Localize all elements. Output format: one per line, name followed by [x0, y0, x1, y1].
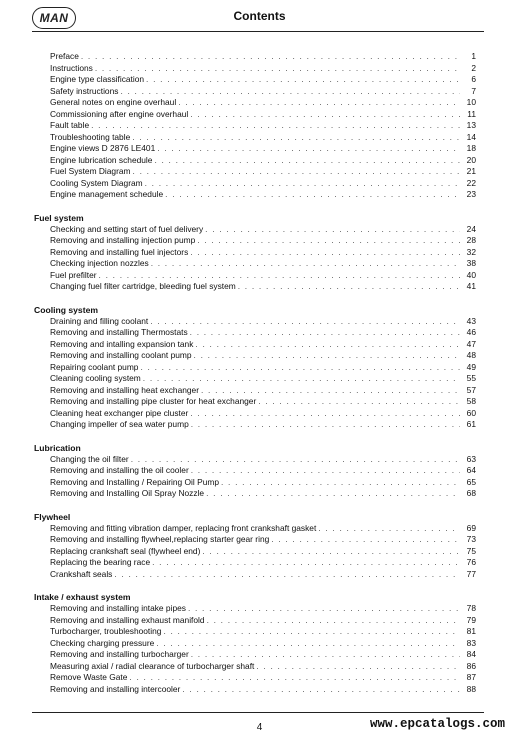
toc-entry-label: Troubleshooting table	[50, 131, 131, 142]
toc-entry-page: 81	[466, 626, 476, 636]
toc-entry[interactable]	[34, 615, 476, 627]
dot-leader	[163, 626, 460, 638]
toc-entry-label: Safety instructions	[50, 85, 119, 96]
toc-entry-page: 77	[466, 568, 476, 579]
toc-entry[interactable]	[34, 120, 476, 132]
toc-entry-page: 75	[466, 545, 476, 556]
toc-entry-label: Engine type classification	[50, 74, 145, 84]
toc-entry-label: Cleaning cooling system	[50, 373, 141, 383]
toc-entry-page: 48	[466, 350, 476, 360]
toc-entry[interactable]	[34, 408, 476, 420]
toc-entry-label: Fault table	[50, 120, 90, 130]
toc-entry[interactable]	[34, 557, 476, 569]
toc-entry[interactable]	[34, 258, 476, 270]
dot-leader	[143, 373, 460, 385]
dot-leader	[318, 523, 460, 535]
toc-entry-page: 73	[466, 534, 476, 544]
dot-leader	[197, 235, 460, 247]
toc-entry-page: 14	[466, 131, 476, 142]
dot-leader	[95, 63, 460, 75]
toc-entry[interactable]	[34, 178, 476, 190]
toc-entry[interactable]	[34, 385, 476, 397]
toc-entry-page: 20	[466, 154, 476, 165]
toc-entry-page: 68	[466, 488, 476, 498]
toc-section	[34, 512, 476, 581]
toc-entry-label: Removing and installing coolant pump	[50, 350, 192, 360]
section-title: Flywheel	[34, 511, 71, 522]
toc-entry[interactable]	[34, 684, 476, 696]
dot-leader	[201, 385, 460, 397]
toc-entry-label: Removing and intalling expansion tank	[50, 338, 194, 349]
toc-entry-label: Engine views D 2876 LE401	[50, 143, 156, 153]
toc-entry-label: Cleaning heat exchanger pipe cluster	[50, 407, 189, 418]
page-title: Contents	[233, 9, 286, 23]
toc-entry-page: 18	[466, 143, 476, 153]
toc-entry-page: 32	[466, 246, 476, 257]
toc-entry[interactable]	[34, 649, 476, 661]
toc-entry-page: 41	[466, 281, 476, 291]
dot-leader	[151, 258, 460, 270]
toc-entry[interactable]	[34, 419, 476, 431]
toc-entry-label: General notes on engine overhaul	[50, 97, 177, 107]
dot-leader	[81, 51, 460, 63]
dot-leader	[131, 454, 460, 466]
toc-entry[interactable]	[34, 224, 476, 236]
toc-entry-page: 46	[466, 327, 476, 337]
dot-leader	[190, 109, 460, 121]
toc-entry-label: Turbocharger, troubleshooting	[50, 626, 162, 636]
toc-entry-page: 64	[466, 465, 476, 475]
toc-entry-label: Changing fuel filter cartridge, bleeding fuel system	[50, 281, 236, 291]
dot-leader	[190, 327, 460, 339]
toc-entry[interactable]	[34, 603, 476, 615]
toc-entry[interactable]	[34, 465, 476, 477]
toc-entry-label: Fuel prefilter	[50, 269, 97, 280]
dot-leader	[190, 408, 460, 420]
toc-entry-label: Fuel System Diagram	[50, 166, 131, 176]
dot-leader	[178, 97, 460, 109]
toc-entry-page: 23	[466, 189, 476, 199]
dot-leader	[114, 569, 460, 581]
toc-entry-page: 24	[466, 223, 476, 234]
toc-entry-label: Checking injection nozzles	[50, 258, 149, 268]
page-number: 4	[256, 722, 263, 733]
toc-entry-page: 22	[466, 177, 476, 188]
toc-entry-page: 49	[466, 361, 476, 372]
toc-entry[interactable]	[34, 189, 476, 201]
toc-section	[34, 443, 476, 500]
toc-entry-label: Removing and installing pipe cluster for heat exchanger	[50, 396, 257, 406]
toc-entry-page: 7	[471, 85, 476, 96]
dot-leader	[157, 143, 460, 155]
toc-entry[interactable]	[34, 281, 476, 293]
toc-entry-page: 86	[466, 660, 476, 671]
dot-leader	[154, 155, 460, 167]
watermark-text: www.epcatalogs.com	[369, 717, 505, 731]
toc-entry[interactable]	[34, 546, 476, 558]
toc-entry-page: 40	[466, 269, 476, 280]
toc-entry-page: 43	[466, 315, 476, 326]
toc-entry[interactable]	[34, 247, 476, 259]
toc-entry[interactable]	[34, 235, 476, 247]
toc-entry-page: 60	[466, 407, 476, 418]
toc-entry[interactable]	[34, 672, 476, 684]
toc-entry[interactable]	[34, 327, 476, 339]
toc-entry[interactable]	[34, 523, 476, 535]
toc-entry-label: Remove Waste Gate	[50, 672, 128, 682]
dot-leader	[256, 661, 460, 673]
toc-entry-page: 58	[466, 396, 476, 406]
toc-entry[interactable]	[34, 362, 476, 374]
toc-entry[interactable]	[34, 477, 476, 489]
toc-entry[interactable]	[34, 661, 476, 673]
dot-leader	[165, 189, 460, 201]
toc-entry-label: Crankshaft seals	[50, 568, 113, 579]
toc-entry-page: 11	[467, 108, 476, 119]
toc-entry[interactable]	[34, 339, 476, 351]
dot-leader	[190, 247, 460, 259]
header-divider	[32, 31, 484, 32]
dot-leader	[140, 362, 460, 374]
dot-leader	[91, 120, 460, 132]
toc-section	[34, 213, 476, 293]
toc-entry-page: 78	[466, 603, 476, 613]
dot-leader	[206, 488, 460, 500]
toc-entry[interactable]	[34, 569, 476, 581]
dot-leader	[156, 638, 460, 650]
toc-entry-page: 38	[466, 258, 476, 268]
toc-entry-label: Removing and installing intake pipes	[50, 603, 186, 613]
section-title: Lubrication	[34, 442, 81, 453]
toc-entry[interactable]	[34, 132, 476, 144]
toc-section	[34, 51, 476, 201]
toc-entry[interactable]	[34, 270, 476, 282]
toc-entry-page: 84	[466, 649, 476, 659]
toc-section	[34, 305, 476, 431]
toc-entry-page: 57	[466, 384, 476, 395]
toc-entry-page: 88	[466, 683, 476, 694]
toc-entry[interactable]	[34, 109, 476, 121]
toc-entry[interactable]	[34, 350, 476, 362]
footer-divider	[32, 712, 484, 713]
toc-entry-label: Removing and installing fuel injectors	[50, 246, 189, 257]
toc-entry-label: Removing and Installing / Repairing Oil Pump	[50, 476, 219, 487]
toc-entry-page: 13	[466, 120, 476, 130]
toc-entry-page: 79	[466, 614, 476, 625]
dot-leader	[120, 86, 460, 98]
toc-entry-label: Commissioning after engine overhaul	[50, 108, 189, 119]
dot-leader	[132, 132, 460, 144]
toc-entry[interactable]	[34, 86, 476, 98]
dot-leader	[238, 281, 460, 293]
toc-entry-label: Removing and installing the oil cooler	[50, 465, 189, 475]
dot-leader	[150, 316, 460, 328]
toc-entry[interactable]	[34, 373, 476, 385]
toc-entry-label: Removing and installing heat exchanger	[50, 384, 199, 395]
toc-entry-label: Removing and installing flywheel,replacing starter gear ring	[50, 534, 270, 544]
toc-entry[interactable]	[34, 166, 476, 178]
toc-entry-page: 21	[466, 166, 476, 176]
toc-entry-label: Replacing crankshaft seal (flywheel end)	[50, 545, 201, 556]
toc-entry-label: Removing and installing exhaust manifold	[50, 614, 205, 625]
dot-leader	[145, 178, 460, 190]
dot-leader	[99, 270, 460, 282]
dot-leader	[271, 534, 460, 546]
toc-entry-label: Repairing coolant pump	[50, 361, 139, 372]
dot-leader	[129, 672, 460, 684]
toc-entry-page: 87	[466, 672, 476, 682]
section-title: Cooling system	[34, 304, 98, 315]
toc-entry[interactable]	[34, 63, 476, 75]
toc-entry-label: Removing and installing injection pump	[50, 235, 196, 245]
toc-entry-page: 76	[466, 557, 476, 567]
toc-entry-page: 28	[466, 235, 476, 245]
logo-text: MAN	[39, 11, 69, 25]
toc-entry-label: Draining and filling coolant	[50, 315, 149, 326]
dot-leader	[191, 465, 460, 477]
toc-entry-page: 69	[466, 522, 476, 533]
dot-leader	[152, 557, 460, 569]
toc-entry[interactable]	[34, 534, 476, 546]
toc-entry-label: Checking and setting start of fuel delivery	[50, 223, 204, 234]
dot-leader	[194, 350, 460, 362]
toc-entry-page: 1	[471, 51, 476, 61]
toc-entry-label: Removing and installing intercooler	[50, 683, 181, 694]
toc-entry-page: 83	[466, 637, 476, 648]
toc-entry[interactable]	[34, 638, 476, 650]
dot-leader	[202, 546, 460, 558]
toc-entry[interactable]	[34, 454, 476, 466]
toc-entry-label: Engine lubrication schedule	[50, 154, 153, 165]
toc-entry-page: 55	[466, 373, 476, 383]
toc-entry-page: 47	[466, 338, 476, 349]
toc-entry-page: 61	[466, 419, 476, 429]
toc-entry-label: Removing and installing turbocharger	[50, 649, 189, 659]
toc-entry-page: 2	[471, 62, 476, 73]
toc-entry-page: 6	[471, 74, 476, 84]
dot-leader	[221, 477, 460, 489]
dot-leader	[195, 339, 460, 351]
section-title: Fuel system	[34, 212, 84, 223]
dot-leader	[182, 684, 460, 696]
toc-entry[interactable]	[34, 97, 476, 109]
toc-entry[interactable]	[34, 626, 476, 638]
toc-entry[interactable]	[34, 143, 476, 155]
toc-entry[interactable]	[34, 316, 476, 328]
toc-entry[interactable]	[34, 396, 476, 408]
toc-entry-label: Changing the oil filter	[50, 453, 129, 464]
toc-entry-page: 65	[466, 476, 476, 487]
toc-section	[34, 592, 476, 695]
toc-entry-label: Removing and Installing Oil Spray Nozzle	[50, 488, 205, 498]
dot-leader	[258, 396, 460, 408]
toc-entry[interactable]	[34, 488, 476, 500]
toc-entry-label: Engine management schedule	[50, 189, 164, 199]
toc-entry-label: Cooling System Diagram	[50, 177, 143, 188]
dot-leader	[191, 419, 460, 431]
dot-leader	[133, 166, 460, 178]
toc-entry-label: Changing impeller of sea water pump	[50, 419, 189, 429]
toc-entry-label: Removing and fitting vibration damper, replacing front crankshaft gasket	[50, 522, 317, 533]
toc-entry[interactable]	[34, 51, 476, 63]
toc-entry-label: Replacing the bearing race	[50, 557, 151, 567]
table-of-contents	[34, 51, 476, 695]
toc-entry-label: Instructions	[50, 62, 93, 73]
dot-leader	[207, 615, 460, 627]
dot-leader	[188, 603, 460, 615]
toc-entry[interactable]	[34, 155, 476, 167]
toc-entry-page: 63	[466, 453, 476, 464]
toc-entry-page: 10	[466, 97, 476, 107]
dot-leader	[146, 74, 460, 86]
toc-entry-label: Measuring axial / radial clearance of turbocharger shaft	[50, 660, 255, 671]
dot-leader	[205, 224, 460, 236]
section-title: Intake / exhaust system	[34, 592, 131, 602]
toc-entry-label: Removing and installing Thermostats	[50, 327, 188, 337]
toc-entry[interactable]	[34, 74, 476, 86]
toc-entry-label: Checking charging pressure	[50, 637, 155, 648]
toc-entry-label: Preface	[50, 51, 79, 61]
dot-leader	[191, 649, 460, 661]
